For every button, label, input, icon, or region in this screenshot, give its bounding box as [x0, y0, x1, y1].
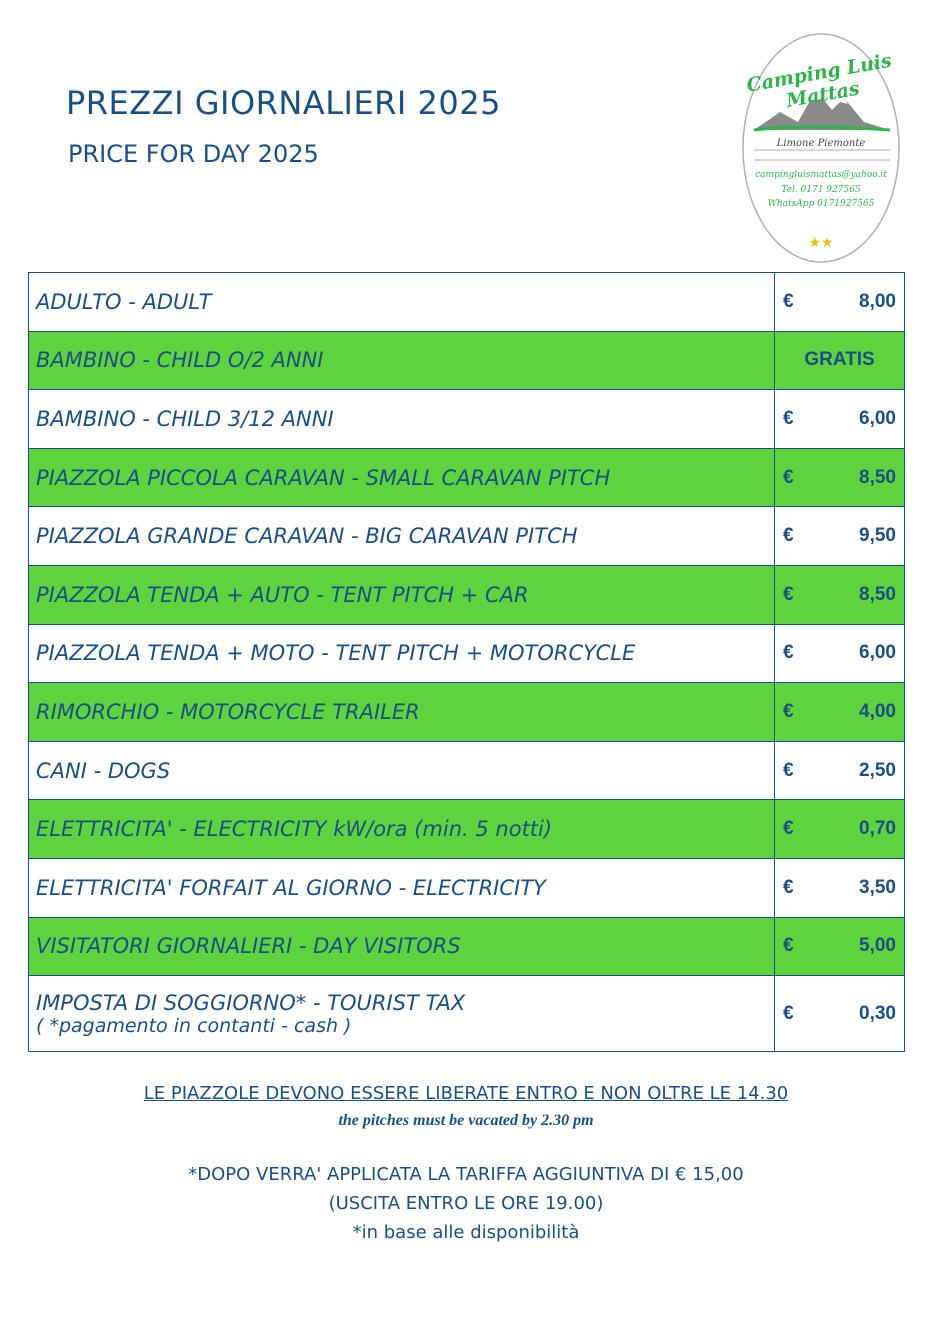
currency-symbol: €	[783, 818, 794, 840]
price-label-text: PIAZZOLA PICCOLA CARAVAN - SMALL CARAVAN PITCH	[36, 465, 611, 490]
price-amount: 5,00	[859, 935, 896, 957]
price-amount: 9,50	[859, 525, 896, 547]
price-value-cell	[775, 917, 905, 976]
checkout-note-en: the pitches must be vacated by 2.30 pm	[338, 1112, 594, 1129]
extra-fee-note	[0, 1160, 932, 1247]
price-row	[29, 741, 905, 800]
price-value-cell	[775, 390, 905, 449]
price-row	[29, 683, 905, 742]
price-value-cell	[775, 683, 905, 742]
logo-place: Limone Piemonte	[776, 138, 866, 149]
price-row	[29, 976, 905, 1052]
price-amount: 8,50	[859, 466, 896, 488]
price-amount: 0,30	[859, 1002, 896, 1024]
currency-symbol: €	[783, 876, 794, 898]
price-row	[29, 917, 905, 976]
price-label-text: VISITATORI GIORNALIERI - DAY VISITORS	[36, 934, 461, 959]
price-label-text: RIMORCHIO - MOTORCYCLE TRAILER	[36, 699, 420, 724]
price-label-text: PIAZZOLA TENDA + MOTO - TENT PITCH + MOTORCYCLE	[36, 641, 636, 666]
price-label	[29, 565, 775, 624]
price-value-cell	[775, 741, 905, 800]
price-amount: 8,00	[859, 290, 896, 312]
currency-symbol: €	[783, 935, 794, 957]
currency-symbol: €	[783, 759, 794, 781]
price-value-cell	[775, 331, 905, 390]
price-label-text: IMPOSTA DI SOGGIORNO* - TOURIST TAX	[36, 990, 466, 1015]
price-amount: 8,50	[859, 583, 896, 605]
page-subtitle: PRICE FOR DAY 2025	[68, 140, 319, 168]
price-label	[29, 507, 775, 566]
currency-symbol: €	[783, 642, 794, 664]
logo-tel: Tel. 0171 927565	[781, 185, 861, 195]
price-value-cell	[775, 976, 905, 1052]
price-label-text: ELETTRICITA' FORFAIT AL GIORNO - ELECTRICITY	[36, 875, 546, 900]
price-label	[29, 390, 775, 449]
price-amount: 2,50	[859, 759, 896, 781]
extra-fee-text: *DOPO VERRA' APPLICATA LA TARIFFA AGGIUNTIVA DI € 15,00	[188, 1164, 744, 1185]
price-row	[29, 507, 905, 566]
price-row	[29, 800, 905, 859]
price-row	[29, 448, 905, 507]
currency-symbol: €	[783, 700, 794, 722]
logo-stars-icon: ★★	[808, 235, 834, 251]
checkout-note: LE PIAZZOLE DEVONO ESSERE LIBERATE ENTRO E NON OLTRE LE 14.30	[143, 1083, 789, 1104]
price-row	[29, 565, 905, 624]
price-amount: 6,00	[859, 407, 896, 429]
price-row	[29, 331, 905, 390]
price-row	[29, 858, 905, 917]
price-value-cell	[775, 858, 905, 917]
currency-symbol: €	[783, 525, 794, 547]
logo-whatsapp: WhatsApp 0171927565	[767, 199, 875, 209]
price-value-cell	[775, 624, 905, 683]
price-amount: 6,00	[859, 642, 896, 664]
currency-symbol: €	[783, 1002, 794, 1024]
camping-logo	[740, 30, 902, 266]
currency-symbol: €	[783, 466, 794, 488]
availability-text: *in base alle disponibilità	[352, 1222, 580, 1243]
logo-name: Camping Luis Mattas	[744, 49, 894, 113]
currency-symbol: €	[783, 583, 794, 605]
price-label-text: PIAZZOLA TENDA + AUTO - TENT PITCH + CAR	[36, 582, 529, 607]
price-value-cell	[775, 507, 905, 566]
price-row	[29, 624, 905, 683]
price-label	[29, 273, 775, 332]
price-label-text: CANI - DOGS	[36, 758, 171, 783]
price-label	[29, 331, 775, 390]
extra-fee-time: (USCITA ENTRO LE ORE 19.00)	[328, 1193, 604, 1214]
price-label	[29, 741, 775, 800]
price-table	[28, 272, 905, 1052]
currency-symbol: €	[783, 290, 794, 312]
price-label	[29, 800, 775, 859]
price-label	[29, 448, 775, 507]
price-label-text: BAMBINO - CHILD O/2 ANNI	[36, 348, 324, 373]
price-row	[29, 273, 905, 332]
price-label	[29, 976, 775, 1052]
currency-symbol: €	[783, 407, 794, 429]
price-label-text: ELETTRICITA' - ELECTRICITY kW/ora (min. 5 notti)	[36, 817, 553, 842]
price-amount: 4,00	[859, 700, 896, 722]
price-label	[29, 683, 775, 742]
price-amount: 3,50	[859, 876, 896, 898]
price-sublabel-text: ( *pagamento in contanti - cash )	[36, 1014, 352, 1037]
price-value-cell	[775, 273, 905, 332]
price-label-text: PIAZZOLA GRANDE CARAVAN - BIG CARAVAN PITCH	[36, 524, 578, 549]
price-label	[29, 624, 775, 683]
price-value-cell	[775, 800, 905, 859]
price-label-text: ADULTO - ADULT	[36, 289, 212, 314]
price-row	[29, 390, 905, 449]
price-label	[29, 917, 775, 976]
price-amount: 0,70	[859, 818, 896, 840]
price-value-cell	[775, 565, 905, 624]
logo-email: campingluismattas@yahoo.it	[755, 170, 887, 180]
page-title: PREZZI GIORNALIERI 2025	[66, 84, 501, 122]
price-label-text: BAMBINO - CHILD 3/12 ANNI	[36, 406, 334, 431]
price-label	[29, 858, 775, 917]
price-value-cell	[775, 448, 905, 507]
price-free: GRATIS	[804, 349, 875, 371]
